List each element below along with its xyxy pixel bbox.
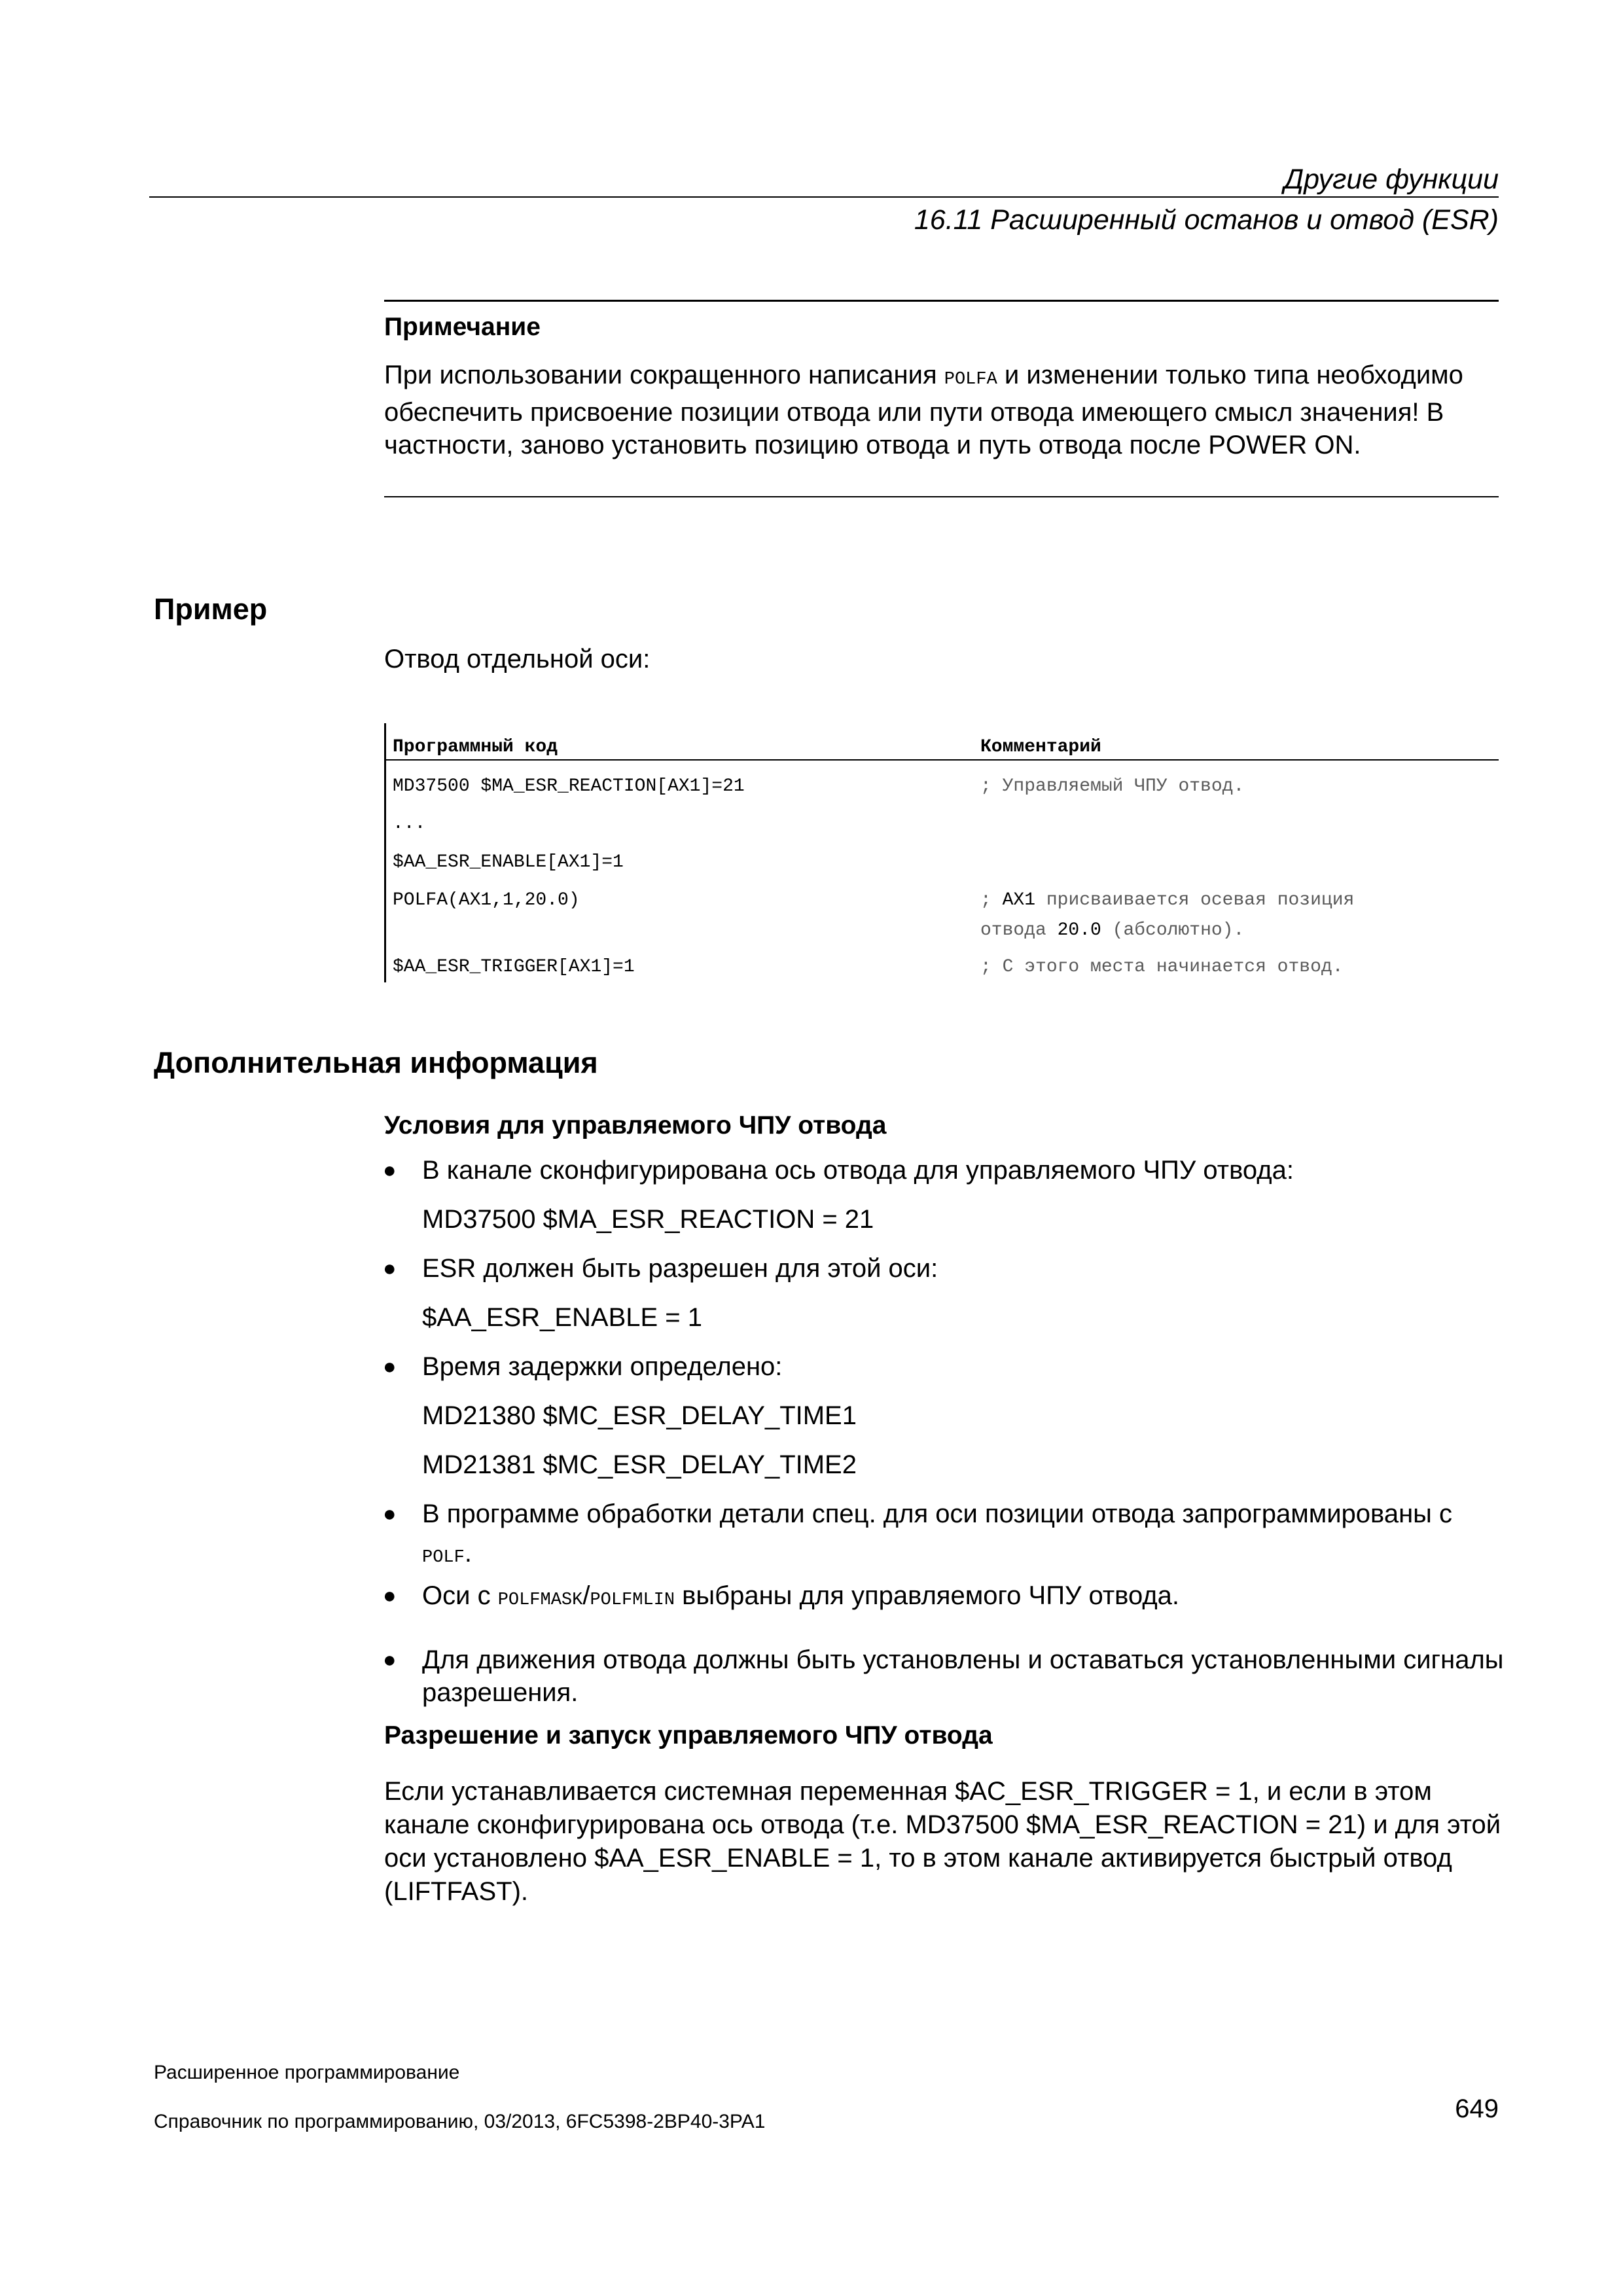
page-number: 649 (1455, 2094, 1499, 2123)
bullet: ● (383, 1583, 397, 1608)
code-line-5: $AA_ESR_TRIGGER[AX1]=1 (393, 957, 635, 977)
bullet: ● (383, 1256, 397, 1281)
bullet: ● (383, 1158, 397, 1183)
slash: / (582, 1581, 590, 1610)
bullet: ● (383, 1501, 397, 1526)
note-heading: Примечание (384, 313, 541, 341)
info-heading: Дополнительная информация (154, 1046, 598, 1079)
note-inline-code: POLFA (944, 370, 997, 389)
code-comment-4-line2 (980, 920, 1244, 941)
bullet-value-1: MD37500 $MA_ESR_REACTION = 21 (422, 1205, 874, 1234)
bullet-text-1: В канале сконфигурирована ось отвода для управляемого ЧПУ отвода: (422, 1156, 1294, 1185)
inline-code-polfmlin: POLFMLIN (590, 1590, 675, 1610)
comment-text: (абсолютно). (1101, 920, 1245, 941)
code-table-header-rule (386, 759, 1499, 761)
inline-code-polfmask: POLFMASK (497, 1590, 583, 1610)
code-line-2: ... (393, 814, 426, 834)
comment-axis: AX1 (1002, 890, 1036, 910)
bullet-text-6: Для движения отвода должны быть установлены и оставаться установленными сигналы разрешения. (422, 1645, 1504, 1707)
footer-book-title: Расширенное программирование (154, 2062, 460, 2083)
bullet-text-4: В программе обработки детали спец. для оси позиции отвода запрограммированы с (422, 1499, 1453, 1528)
inline-code-polf: POLF (422, 1548, 465, 1568)
bullet-text-5-post: выбраны для управляемого ЧПУ отвода. (675, 1581, 1180, 1610)
comment-text: присваивается осевая позиция (1035, 890, 1355, 910)
bullet-text-5 (422, 1579, 1508, 1617)
comment-prefix: ; (980, 890, 1003, 910)
bullet-text-2: ESR должен быть разрешен для этой оси: (422, 1254, 938, 1283)
bullet-text-4-cont (422, 1537, 1508, 1574)
note-text-part1: При использовании сокращенного написания (384, 361, 944, 389)
bullet: ● (383, 1354, 397, 1379)
footer-manual-info: Справочник по программированию, 03/2013, 6FC5398-2BP40-3PA1 (154, 2111, 766, 2132)
code-comment-4-line1 (980, 890, 1354, 910)
example-intro: Отвод отдельной оси: (384, 645, 651, 673)
bullet-text-3: Время задержки определено: (422, 1352, 783, 1381)
code-comment-5: ; С этого места начинается отвод. (980, 957, 1344, 977)
code-table-left-rule (384, 723, 386, 982)
bullet-text-4-end: . (464, 1539, 472, 1568)
running-header-chapter: Другие функции (1283, 164, 1499, 195)
bullet-value-3b: MD21381 $MC_ESR_DELAY_TIME2 (422, 1450, 857, 1479)
code-line-3: $AA_ESR_ENABLE[AX1]=1 (393, 852, 624, 872)
note-top-rule (384, 300, 1499, 302)
comment-value: 20.0 (1057, 920, 1101, 941)
comment-column-header: Комментарий (980, 737, 1101, 757)
conditions-heading: Условия для управляемого ЧПУ отвода (384, 1111, 887, 1139)
comment-text: отвода (980, 920, 1058, 941)
example-heading: Пример (154, 592, 268, 626)
code-line-4: POLFA(AX1,1,20.0) (393, 890, 580, 910)
bullet-value-2: $AA_ESR_ENABLE = 1 (422, 1303, 703, 1332)
code-column-header: Программный код (393, 737, 558, 757)
note-text-part2: и изменении только типа необходимо обеспечить присвоение позиции отвода или пути отвода имеющего смысл значения! В частности, заново установить позицию отвода и путь отвода после POWER ON. (384, 361, 1463, 459)
bullet-value-3a: MD21380 $MC_ESR_DELAY_TIME1 (422, 1401, 857, 1430)
code-comment-1: ; Управляемый ЧПУ отвод. (980, 776, 1245, 797)
note-body (384, 359, 1510, 461)
running-header-section: 16.11 Расширенный останов и отвод (ESR) (914, 204, 1499, 236)
release-heading: Разрешение и запуск управляемого ЧПУ отвода (384, 1721, 993, 1749)
bullet-text-5-pre: Оси с (422, 1581, 498, 1610)
note-bottom-rule (384, 496, 1499, 497)
header-rule (149, 196, 1499, 198)
code-line-1: MD37500 $MA_ESR_REACTION[AX1]=21 (393, 776, 745, 797)
release-body: Если устанавливается системная переменная $AC_ESR_TRIGGER = 1, и если в этом канале сконфигурирована ось отвода (т.е. MD37500 $MA_ESR_REACTION = 21) и для этой оси установлено $AA_ESR_ENABLE = 1, то в этом канале активируется быстрый отвод (LIFTFAST). (384, 1777, 1501, 1906)
bullet: ● (383, 1647, 397, 1672)
